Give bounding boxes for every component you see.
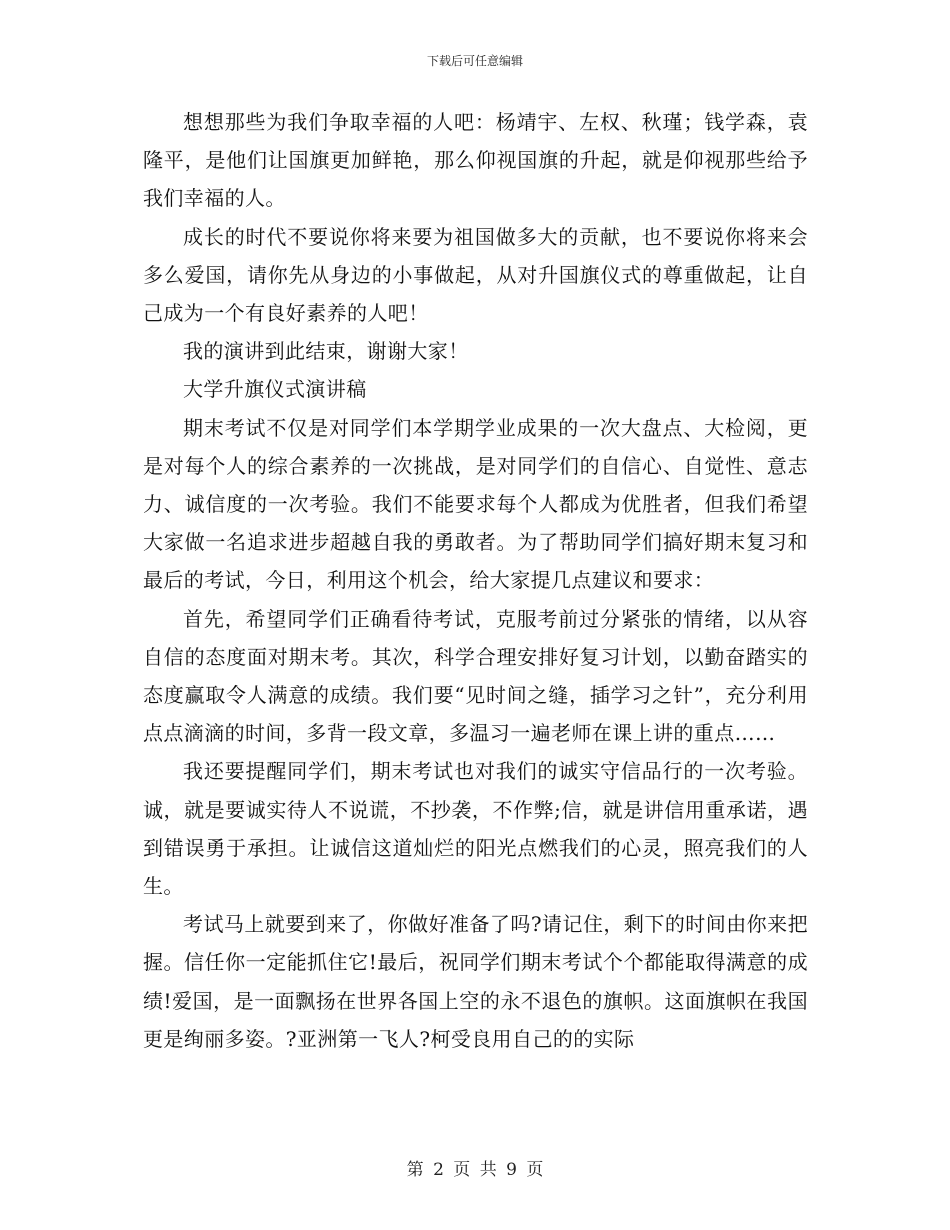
paragraph: 首先，希望同学们正确看待考试，克服考前过分紧张的情绪，以从容自信的态度面对期末考。其次，科学合理安排好复习计划，以勤奋踏实的态度赢取令人满意的成绩。我们要“见时间之缝，插学习之针”，充分利用点点滴滴的时间，多背一段文章，多温习一遍老师在课上讲的重点…… [143,606,808,746]
paragraph: 成长的时代不要说你将来要为祖国做多大的贡献，也不要说你将来会多么爱国，请你先从身边的小事做起，从对升国旗仪式的尊重做起，让自己成为一个有良好素养的人吧！ [143,224,808,326]
paragraph: 我还要提醒同学们，期末考试也对我们的诚实守信品行的一次考验。诚，就是要诚实待人不说谎，不抄袭，不作弊;信，就是讲信用重承诺，遇到错误勇于承担。让诚信这道灿烂的阳光点燃我们的心灵，照亮我们的人生。 [143,759,808,899]
paragraph: 我的演讲到此结束，谢谢大家！ [183,339,469,364]
document-body [143,103,808,1058]
page-header: 下载后可任意编辑 [426,54,523,68]
paragraph: 期末考试不仅是对同学们本学期学业成果的一次大盘点、大检阅，更是对每个人的综合素养的一次挑战，是对同学们的自信心、自觉性、意志力、诚信度的一次考验。我们不能要求每个人都成为优胜者，但我们希望大家做一名追求进步超越自我的勇敢者。为了帮助同学们搞好期末复习和最后的考试，今日，利用这个机会，给大家提几点建议和要求： [143,415,808,593]
section-title: 大学升旗仪式演讲稿 [183,377,367,402]
paragraph: 想想那些为我们争取幸福的人吧：杨靖宇、左权、秋瑾；钱学森，袁隆平，是他们让国旗更加鲜艳，那么仰视国旗的升起，就是仰视那些给予我们幸福的人。 [143,110,808,211]
page-number-footer: 第 2 页 共 9 页 [406,1160,544,1180]
paragraph: 考试马上就要到来了，你做好准备了吗?请记住，剩下的时间由你来把握。信任你一定能抓住它!最后，祝同学们期末考试个个都能取得满意的成绩!爱国，是一面飘扬在世界各国上空的永不退色的旗帜。这面旗帜在我国更是绚丽多姿。?亚洲第一飞人?柯受良用自己的的实际 [143,912,808,1051]
